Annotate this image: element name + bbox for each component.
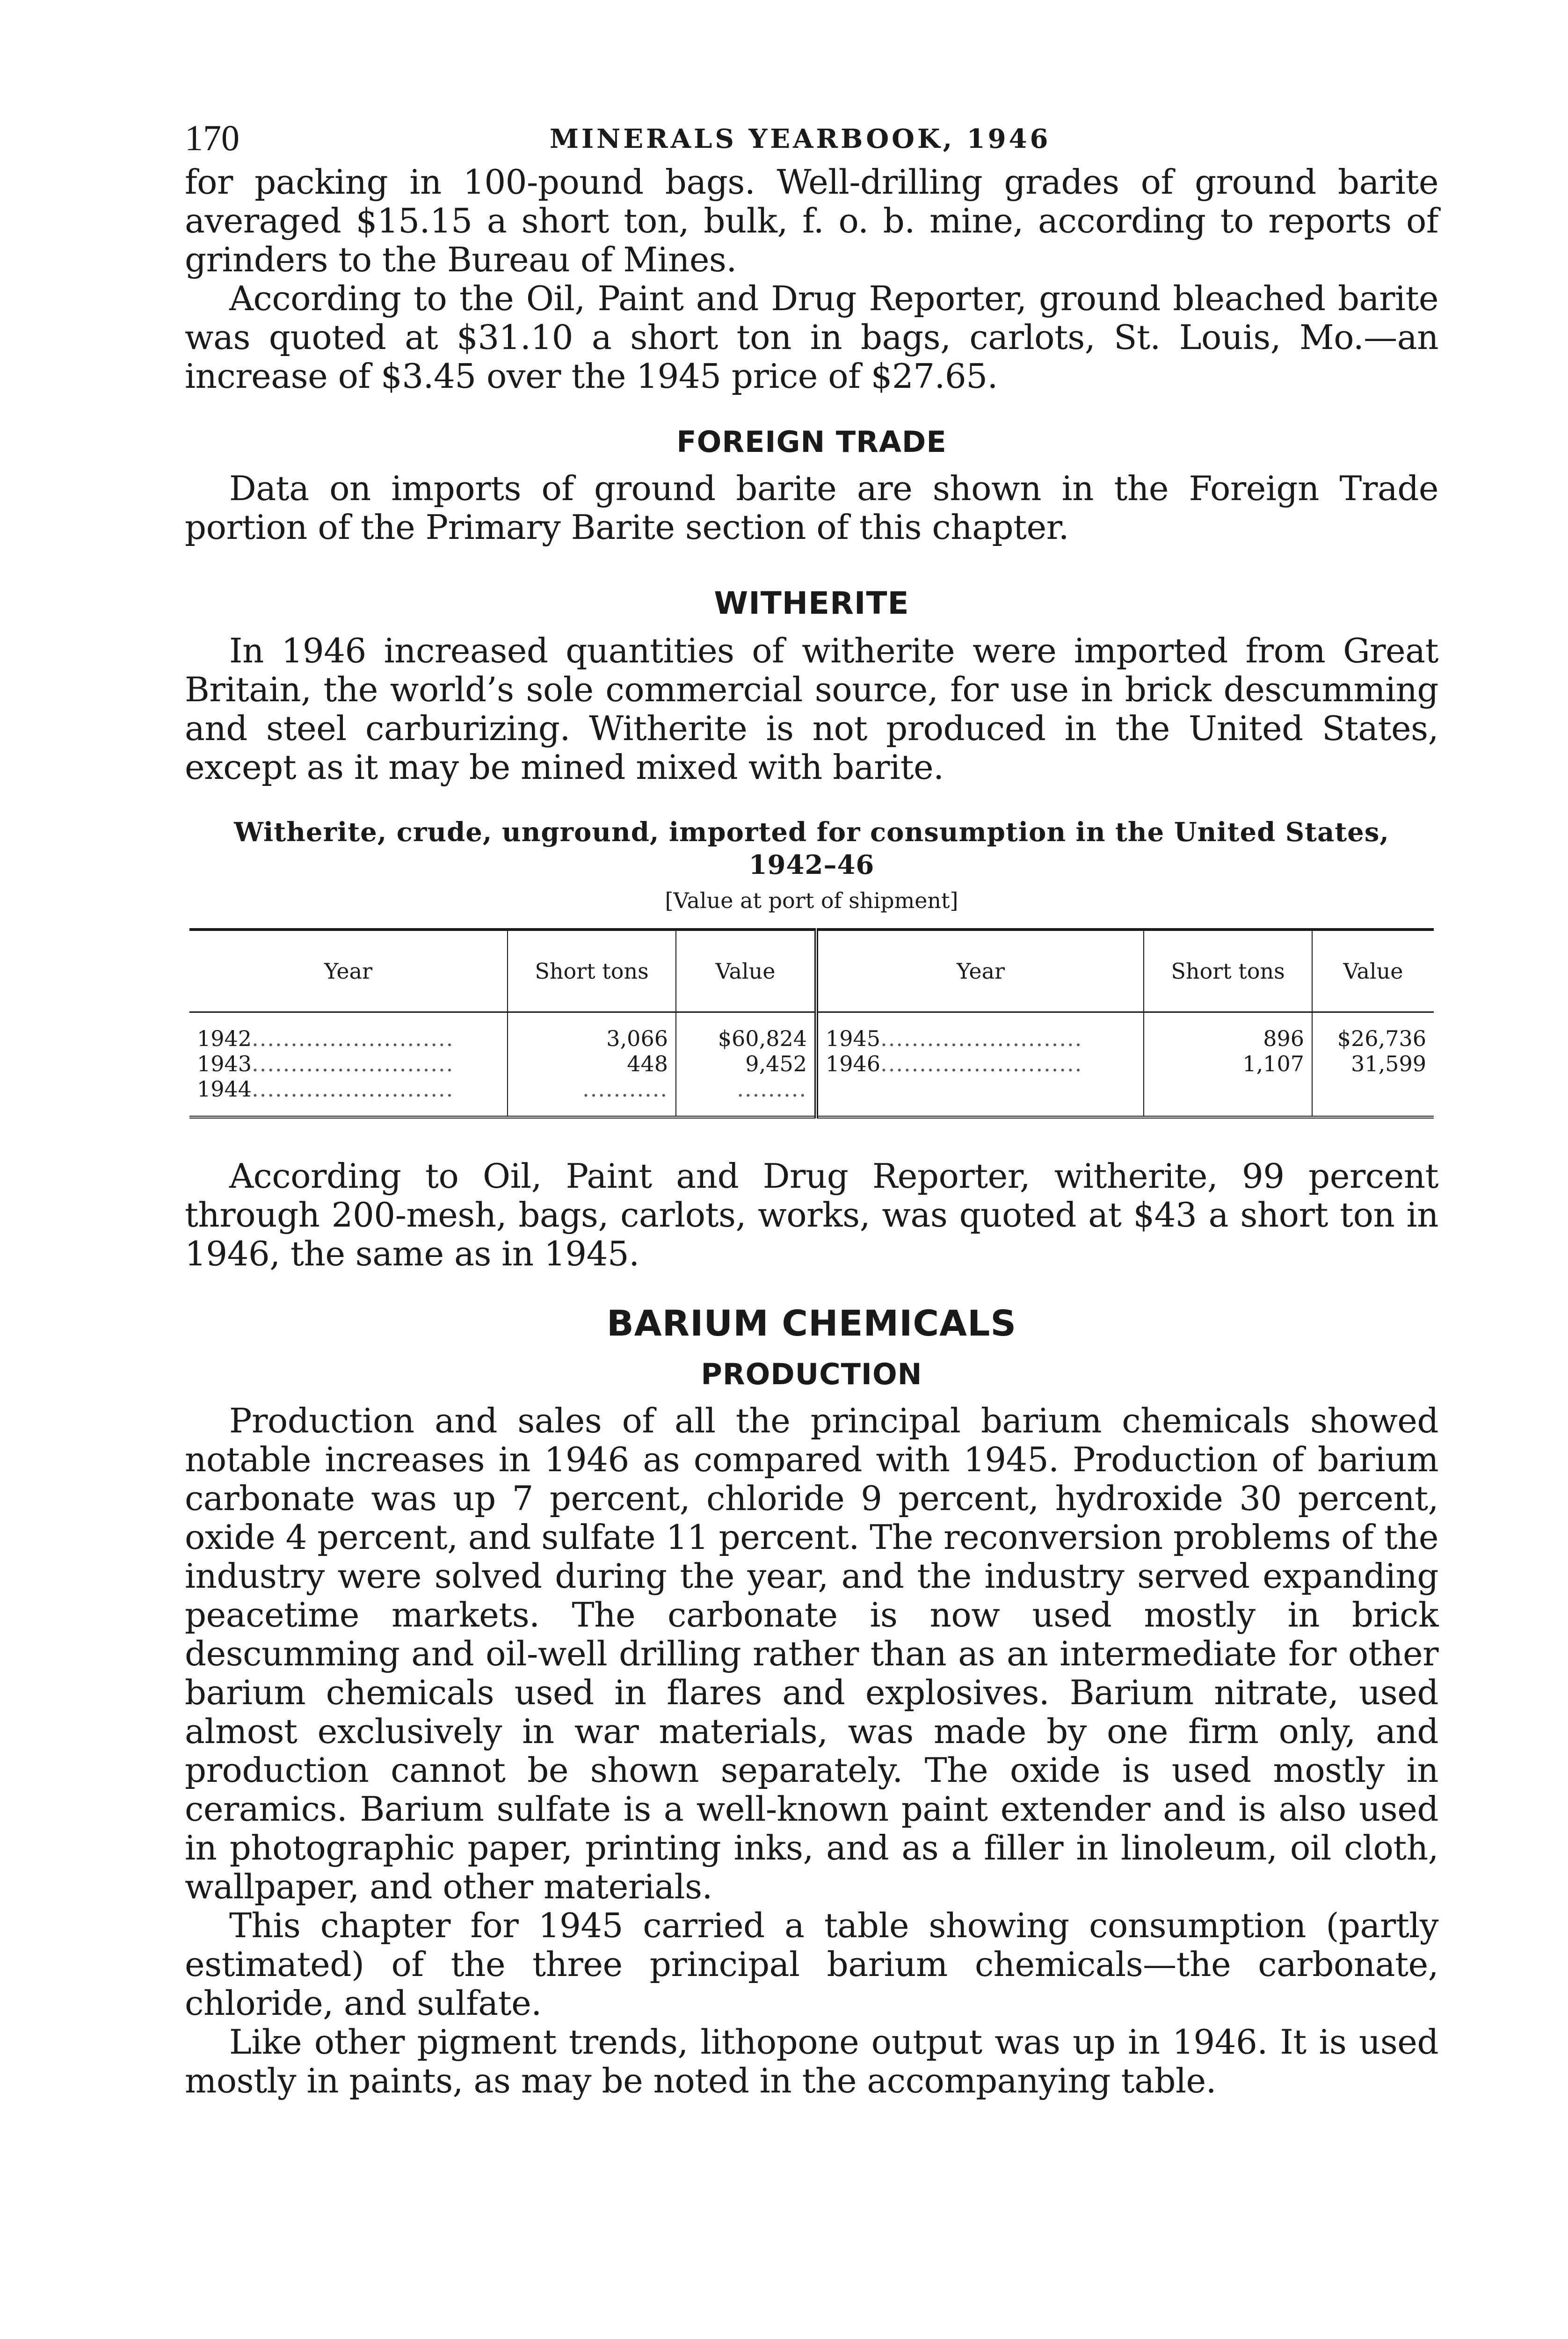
year-cell: 1944	[197, 1076, 252, 1102]
header-year: Year	[816, 930, 1144, 1012]
paragraph-packing: for packing in 100-pound bags. Well-drilling grades of ground barite averaged $15.15 a short ton, bulk, f. o. b. mine, according to reports of grinders to the Bureau of Mines.	[185, 162, 1438, 279]
paragraph-witherite-price: According to Oil, Paint and Drug Reporter, witherite, 99 percent through 200-mesh, bags, carlots, works, was quoted at $43 a short ton in 1946, the same as in 1945.	[185, 1156, 1438, 1273]
tons-cell: 896	[1144, 1012, 1312, 1052]
table-row	[189, 1076, 1434, 1117]
value-cell: $26,736	[1312, 1012, 1434, 1052]
blank-dots: ...........	[582, 1076, 668, 1102]
witherite-imports-table	[189, 928, 1434, 1119]
table-row	[189, 1012, 1434, 1052]
leader-dots: ..........................	[880, 1026, 1083, 1051]
heading-foreign-trade: FOREIGN TRADE	[676, 425, 947, 459]
heading-production: PRODUCTION	[701, 1357, 922, 1391]
paragraph-bleached-price: According to the Oil, Paint and Drug Reporter, ground bleached barite was quoted at $31.10 a short ton in bags, carlots, St. Louis, Mo.—an increase of $3.45 over the 1945 price of $27.65.	[185, 279, 1438, 396]
year-cell: 1945	[826, 1026, 881, 1051]
table-subcaption: [Value at port of shipment]	[665, 888, 958, 913]
leader-dots: ..........................	[252, 1076, 454, 1102]
year-cell: 1943	[197, 1051, 252, 1076]
header-year: Year	[189, 930, 508, 1012]
blank-dots: .........	[737, 1076, 807, 1102]
leader-dots: ..........................	[252, 1051, 454, 1076]
tons-cell: 448	[508, 1051, 676, 1076]
table-header-row	[189, 930, 1434, 1012]
paragraph-foreign-trade: Data on imports of ground barite are shown in the Foreign Trade portion of the Primary Barite section of this chapter.	[185, 469, 1438, 547]
value-cell: 9,452	[676, 1051, 816, 1076]
table-caption-block	[185, 816, 1438, 913]
header-value: Value	[1312, 930, 1434, 1012]
page	[185, 108, 1438, 2100]
table-row	[189, 1051, 1434, 1076]
tons-cell: 1,107	[1144, 1051, 1312, 1076]
paragraph-witherite: In 1946 increased quantities of witherite were imported from Great Britain, the world’s sole commercial source, for use in brick descumming and steel carburizing. Witherite is not produced in the United States, except as it may be mined mixed with barite.	[185, 631, 1438, 787]
page-number: 170	[185, 117, 240, 158]
table-caption: Witherite, crude, unground, imported for consumption in the United States,	[234, 817, 1389, 848]
value-cell: 31,599	[1312, 1051, 1434, 1076]
header-short-tons: Short tons	[508, 930, 676, 1012]
tons-cell: 3,066	[508, 1012, 676, 1052]
leader-dots: ..........................	[880, 1051, 1083, 1076]
value-cell: $60,824	[676, 1012, 816, 1052]
year-cell: 1946	[826, 1051, 881, 1076]
header-value: Value	[676, 930, 816, 1012]
header-short-tons: Short tons	[1144, 930, 1312, 1012]
heading-witherite: WITHERITE	[714, 585, 909, 621]
running-title: MINERALS YEARBOOK, 1946	[550, 123, 1051, 154]
heading-barium-chemicals: BARIUM CHEMICALS	[606, 1302, 1017, 1344]
leader-dots: ..........................	[252, 1026, 454, 1051]
paragraph-lithopone: Like other pigment trends, lithopone output was up in 1946. It is used mostly in paints, as may be noted in the accompanying table.	[185, 2022, 1438, 2100]
paragraph-production: Production and sales of all the principal barium chemicals showed notable increases in 1946 as compared with 1945. Production of barium carbonate was up 7 percent, chloride 9 percent, hydroxide 30 percent, oxide 4 percent, and sulfate 11 percent. The reconversion problems of the industry were solved during the year, and the industry served expanding peacetime markets. The carbonate is now used mostly in brick descumming and oil-well drilling rather than as an intermediate for other barium chemicals used in flares and explosives. Barium nitrate, used almost exclusively in war materials, was made by one firm only, and production cannot be shown separately. The oxide is used mostly in ceramics. Barium sulfate is a well-known paint extender and is also used in photographic paper, printing inks, and as a filler in linoleum, oil cloth, wallpaper, and other materials.	[185, 1401, 1438, 1906]
year-cell: 1942	[197, 1026, 252, 1051]
paragraph-consumption-table: This chapter for 1945 carried a table showing consumption (partly estimated) of the three principal barium chemicals—the carbonate, chloride, and sulfate.	[185, 1906, 1438, 2023]
page-header	[185, 108, 1438, 164]
table-caption-years: 1942–46	[748, 850, 875, 880]
